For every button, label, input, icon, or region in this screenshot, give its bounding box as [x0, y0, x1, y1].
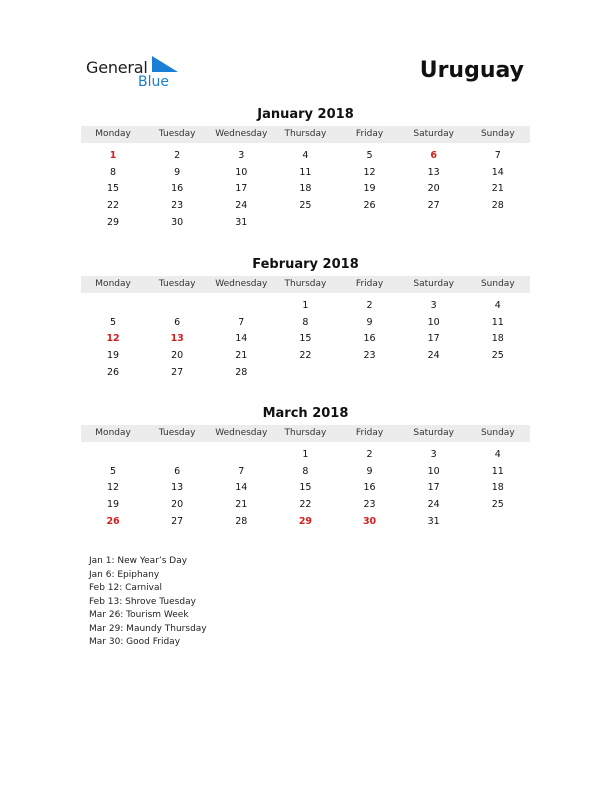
holiday-list-item: Jan 6: Epiphany — [89, 569, 160, 580]
day-cell: 16 — [363, 333, 376, 345]
weekday-header-row — [81, 126, 530, 143]
day-cell: 23 — [171, 200, 184, 212]
day-cell — [81, 447, 145, 464]
day-cell: 2 — [174, 150, 181, 161]
day-cell: 8 — [302, 465, 309, 477]
country-title: Uruguay — [419, 58, 524, 83]
day-cell: 12 — [107, 482, 120, 494]
day-cell: 6 — [174, 316, 181, 328]
weekday-label: Tuesday — [158, 129, 196, 139]
day-cell: 18 — [491, 482, 504, 494]
weekday-label: Thursday — [284, 129, 327, 139]
day-cell: 14 — [491, 166, 504, 178]
day-cell: 15 — [107, 183, 120, 195]
day-cell: 1 — [302, 449, 309, 460]
day-cell — [338, 365, 402, 382]
logo-triangle-icon — [152, 56, 178, 72]
day-cell: 15 — [299, 482, 312, 494]
day-cell — [402, 365, 466, 382]
day-cell: 31 — [235, 216, 248, 228]
day-cell: 2 — [366, 449, 373, 460]
weekday-label: Sunday — [480, 279, 515, 289]
day-cell: 22 — [299, 499, 312, 511]
day-cell: 1 — [302, 300, 309, 311]
day-cell: 5 — [366, 150, 373, 161]
month-title: January 2018 — [257, 107, 354, 122]
logo-blue-text: Blue — [138, 74, 169, 90]
day-cell-holiday: 12 — [106, 333, 120, 345]
week-row — [81, 215, 530, 232]
day-cell: 10 — [235, 166, 248, 178]
day-cell: 21 — [491, 183, 504, 195]
month-march — [81, 405, 530, 530]
holiday-list-item: Jan 1: New Year’s Day — [89, 556, 188, 566]
weekday-header-row — [81, 276, 530, 293]
day-cell: 19 — [363, 183, 376, 195]
day-cell: 17 — [427, 482, 440, 494]
day-cell: 9 — [366, 465, 373, 477]
weekday-label: Sunday — [480, 129, 515, 139]
day-cell: 22 — [299, 350, 312, 362]
day-cell: 2 — [366, 300, 373, 311]
day-cell: 3 — [430, 449, 437, 460]
holiday-list — [89, 555, 207, 650]
week-row — [81, 315, 530, 332]
day-cell: 9 — [174, 166, 181, 178]
month-january — [81, 106, 530, 231]
logo — [86, 56, 206, 96]
day-cell-holiday: 6 — [430, 150, 437, 161]
day-cell: 23 — [363, 499, 376, 511]
day-cell: 20 — [171, 350, 184, 362]
holiday-list-item: Feb 13: Shrove Tuesday — [89, 596, 196, 607]
week-row — [81, 464, 530, 481]
weekday-label: Friday — [355, 129, 384, 139]
weekday-label: Friday — [355, 428, 384, 438]
weekday-label: Monday — [95, 129, 131, 139]
week-row — [81, 447, 530, 464]
week-row — [81, 365, 530, 382]
day-cell: 21 — [235, 350, 248, 362]
day-cell: 3 — [238, 150, 245, 161]
day-cell-holiday: 1 — [109, 150, 117, 161]
day-cell: 29 — [107, 216, 120, 228]
day-cell: 7 — [494, 150, 501, 161]
weekday-label: Tuesday — [158, 428, 196, 438]
day-cell: 11 — [491, 465, 504, 477]
day-cell: 12 — [363, 166, 376, 178]
day-cell: 14 — [235, 333, 248, 345]
weekday-label: Sunday — [480, 428, 515, 438]
day-cell — [466, 514, 530, 531]
day-cell: 21 — [235, 499, 248, 511]
day-cell: 7 — [238, 465, 245, 477]
day-cell-holiday: 30 — [362, 515, 377, 527]
week-row — [81, 514, 530, 531]
day-cell: 5 — [110, 465, 117, 477]
day-cell: 11 — [491, 316, 504, 328]
day-cell: 4 — [494, 300, 501, 311]
month-title: March 2018 — [262, 406, 349, 421]
day-cell: 3 — [430, 300, 437, 311]
day-cell: 8 — [110, 166, 117, 178]
logo-general-text: General — [86, 58, 148, 77]
week-row — [81, 480, 530, 497]
week-row — [81, 348, 530, 365]
day-cell: 27 — [171, 515, 184, 527]
day-cell — [273, 215, 337, 232]
day-cell: 16 — [363, 482, 376, 494]
day-cell: 27 — [427, 200, 440, 212]
day-cell: 24 — [235, 200, 248, 212]
day-cell: 25 — [299, 200, 312, 212]
day-cell: 14 — [235, 482, 248, 494]
day-cell — [145, 447, 209, 464]
month-title: February 2018 — [252, 257, 359, 272]
weekday-label: Thursday — [284, 428, 327, 438]
holiday-list-item: Mar 30: Good Friday — [89, 637, 181, 647]
day-cell — [466, 215, 530, 232]
day-cell: 13 — [427, 166, 440, 178]
day-cell: 18 — [491, 333, 504, 345]
day-cell: 31 — [427, 515, 440, 527]
weekday-label: Saturday — [413, 279, 454, 289]
day-cell: 17 — [427, 333, 440, 345]
week-row — [81, 298, 530, 315]
week-row — [81, 497, 530, 514]
day-cell: 13 — [171, 482, 184, 494]
week-row — [81, 198, 530, 215]
day-cell: 9 — [366, 316, 373, 328]
day-cell: 20 — [427, 183, 440, 195]
day-cell: 19 — [107, 499, 120, 511]
week-row — [81, 331, 530, 348]
weekday-header-row — [81, 425, 530, 442]
week-row — [81, 165, 530, 182]
holiday-list-item: Mar 29: Maundy Thursday — [89, 623, 207, 634]
day-cell: 20 — [171, 499, 184, 511]
weekday-label: Monday — [95, 279, 131, 289]
day-cell-holiday: 29 — [298, 515, 313, 527]
day-cell: 17 — [235, 183, 248, 195]
day-cell — [145, 298, 209, 315]
day-cell: 19 — [107, 350, 120, 362]
weekday-label: Wednesday — [215, 428, 268, 438]
weekday-label: Wednesday — [215, 129, 268, 139]
day-cell — [209, 298, 273, 315]
week-row — [81, 148, 530, 165]
weekday-label: Saturday — [413, 428, 454, 438]
day-cell: 30 — [171, 216, 184, 228]
day-cell: 28 — [491, 200, 504, 212]
weekday-label: Tuesday — [158, 279, 196, 289]
day-cell — [81, 298, 145, 315]
day-cell: 28 — [235, 366, 248, 378]
day-cell — [466, 365, 530, 382]
weekday-label: Monday — [95, 428, 131, 438]
day-cell: 23 — [363, 350, 376, 362]
week-row — [81, 181, 530, 198]
day-cell: 10 — [427, 316, 440, 328]
weekday-label: Saturday — [413, 129, 454, 139]
month-february — [81, 256, 530, 381]
day-cell: 11 — [299, 166, 312, 178]
day-cell: 4 — [494, 449, 501, 460]
day-cell: 25 — [491, 350, 504, 362]
day-cell: 26 — [363, 200, 376, 212]
holiday-list-item: Mar 26: Tourism Week — [89, 610, 189, 620]
day-cell: 22 — [107, 200, 120, 212]
day-cell: 15 — [299, 333, 312, 345]
day-cell: 25 — [491, 499, 504, 511]
day-cell — [273, 365, 337, 382]
day-cell: 4 — [302, 150, 309, 161]
day-cell: 18 — [299, 183, 312, 195]
day-cell-holiday: 26 — [106, 515, 120, 527]
day-cell: 24 — [427, 499, 440, 511]
day-cell: 27 — [171, 366, 184, 378]
day-cell — [338, 215, 402, 232]
day-cell: 26 — [107, 366, 120, 378]
weekday-label: Thursday — [284, 279, 327, 289]
day-cell: 24 — [427, 350, 440, 362]
holiday-list-item: Feb 12: Carnival — [89, 583, 163, 593]
day-cell: 28 — [235, 515, 248, 527]
day-cell: 16 — [171, 183, 184, 195]
day-cell: 8 — [302, 316, 309, 328]
day-cell: 5 — [110, 316, 117, 328]
day-cell-holiday: 13 — [170, 333, 184, 345]
weekday-label: Wednesday — [215, 279, 268, 289]
day-cell — [209, 447, 273, 464]
day-cell — [402, 215, 466, 232]
day-cell: 10 — [427, 465, 440, 477]
day-cell: 7 — [238, 316, 245, 328]
day-cell: 6 — [174, 465, 181, 477]
weekday-label: Friday — [355, 279, 384, 289]
